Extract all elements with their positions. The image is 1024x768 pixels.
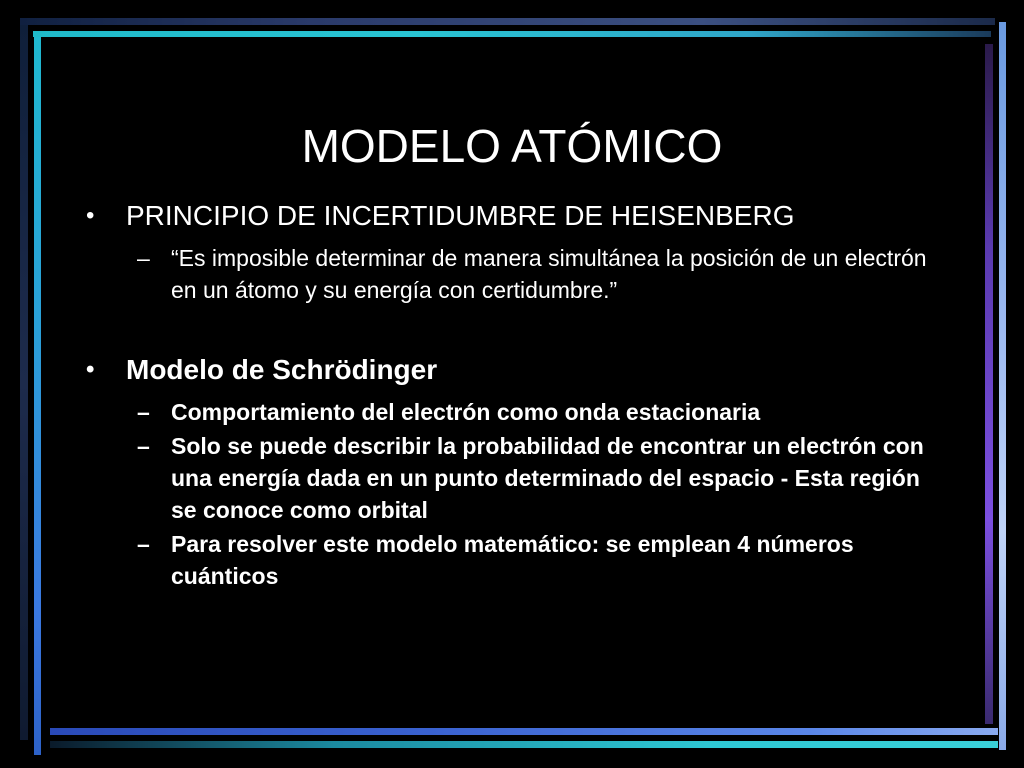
sub-bullet-text: Para resolver este modelo matemático: se emplean 4 números cuánticos — [171, 531, 854, 589]
slide-title: MODELO ATÓMICO — [301, 120, 723, 172]
sub-bullet-text: Solo se puede describir la probabilidad de encontrar un electrón con una energía dada en un punto determinado del espacio - Esta región se conoce como orbital — [171, 433, 924, 523]
bullet-schrodinger — [86, 352, 946, 388]
bottom-outer-border — [50, 728, 998, 735]
sub-bullet-text: “Es imposible determinar de manera simultánea la posición de un electrón en un átomo y su energía con certidumbre.” — [171, 245, 927, 303]
top-inner-border — [33, 31, 991, 37]
sub-bullet-quantum-numbers — [131, 528, 946, 592]
dash-marker: – — [137, 399, 150, 425]
dash-marker: – — [137, 531, 150, 557]
bullet-text: PRINCIPIO DE INCERTIDUMBRE DE HEISENBERG — [126, 200, 795, 231]
top-outer-border — [20, 18, 995, 25]
bullet-marker: • — [86, 356, 95, 383]
bottom-inner-border — [50, 741, 998, 748]
slide-body — [86, 198, 946, 592]
bullet-heisenberg — [86, 198, 946, 234]
bullet-text: Modelo de Schrödinger — [126, 354, 438, 385]
dash-marker: – — [137, 245, 150, 271]
sub-bullet-wave — [131, 396, 946, 428]
bullet-marker: • — [86, 202, 95, 229]
sub-bullet-heisenberg-quote — [131, 242, 946, 306]
sub-bullet-text: Comportamiento del electrón como onda estacionaria — [171, 399, 761, 425]
sub-bullet-orbital — [131, 430, 946, 526]
dash-marker: – — [137, 433, 150, 459]
